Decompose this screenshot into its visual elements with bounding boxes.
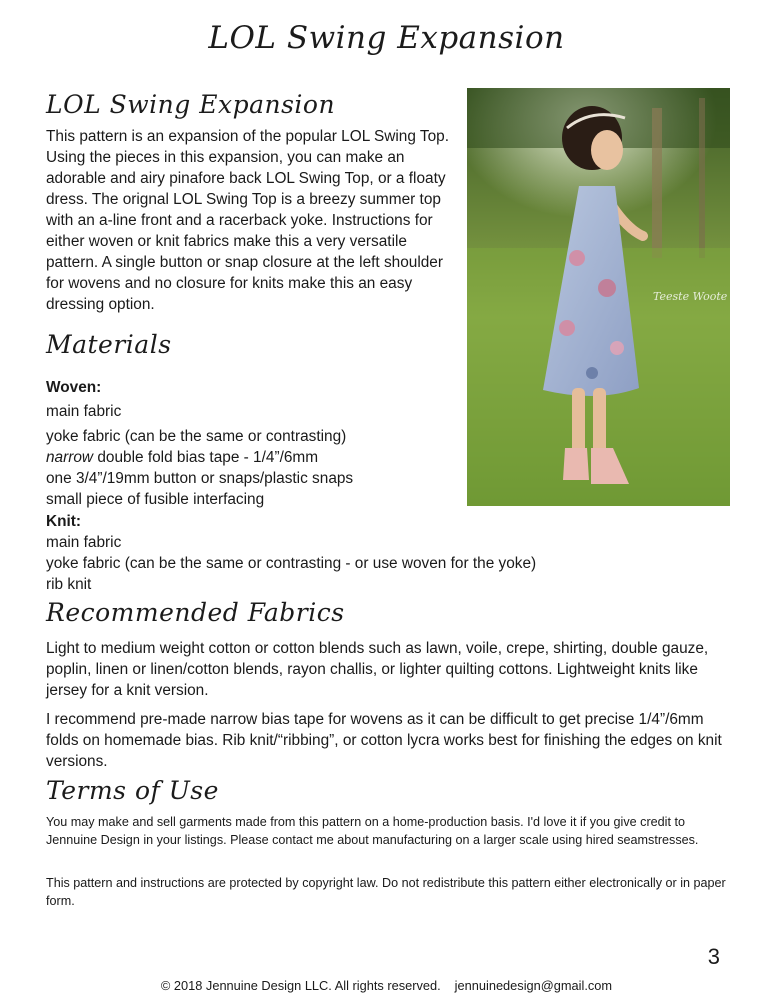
list-item: yoke fabric (can be the same or contrasting - or use woven for the yoke) — [46, 555, 537, 572]
list-item: one 3/4”/19mm button or snaps/plastic snaps — [46, 470, 354, 487]
list-item: main fabric — [46, 534, 122, 551]
terms-paragraph-2: This pattern and instructions are protected by copyright law. Do not redistribute this pattern either electronically or in paper form. — [46, 876, 726, 908]
knit-label: Knit: — [46, 513, 82, 530]
fabrics-heading: Recommended Fabrics — [46, 598, 345, 627]
page-title: LOL Swing Expansion — [208, 20, 565, 56]
list-item — [46, 447, 353, 468]
bias-prefix: narrow — [46, 449, 94, 466]
woven-list — [46, 401, 353, 510]
fabrics-paragraph-1: Light to medium weight cotton or cotton blends such as lawn, voile, crepe, shirting, double gauze, poplin, linen or linen/cotton blends, rayon challis, or lighter quilting cottons. Lightweight knits like jersey for a knit version. — [46, 640, 709, 699]
list-item: rib knit — [46, 576, 92, 593]
terms-paragraph-1: You may make and sell garments made from this pattern on a home-production basis. I'd love it if you give credit to Jennuine Design in your listings. Please contact me about manufacturing on a larger scale using hired seamstresses. — [46, 815, 699, 847]
list-item: yoke fabric (can be the same or contrasting) — [46, 428, 347, 445]
intro-heading: LOL Swing Expansion — [46, 90, 336, 119]
terms-heading: Terms of Use — [46, 776, 219, 805]
product-photo — [467, 88, 730, 506]
bias-text: double fold bias tape - 1/4”/6mm — [97, 449, 319, 466]
knit-list — [46, 532, 536, 595]
footer — [0, 978, 773, 993]
copyright-text: © 2018 Jennuine Design LLC. All rights reserved. — [160, 978, 441, 993]
contact-email: jennuinedesign@gmail.com — [454, 978, 613, 993]
list-item: main fabric — [46, 403, 122, 420]
photo-watermark: Teeste Woote — [653, 290, 728, 303]
list-item: small piece of fusible interfacing — [46, 491, 265, 508]
materials-heading: Materials — [46, 330, 172, 359]
woven-label: Woven: — [46, 379, 102, 396]
fabrics-paragraph-2: I recommend pre-made narrow bias tape for wovens as it can be difficult to get precise 1/4”/6mm folds on homemade bias. Rib knit/“ribbing”, or cotton lycra works best for finishing the edges on knit versions. — [46, 711, 722, 770]
page-number: 3 — [707, 944, 720, 969]
intro-paragraph: This pattern is an expansion of the popular LOL Swing Top. Using the pieces in this expansion, you can make an adorable and airy pinafore back LOL Swing Top, or a floaty dress. The orignal LOL Swing Top is a breezy summer top with an a-line front and a racerback yoke. Instructions for either woven or knit fabrics make this a very versatile pattern. A single button or snap closure at the left shoulder for wovens and no closure for knits make this an easy dressing option. — [46, 128, 449, 313]
